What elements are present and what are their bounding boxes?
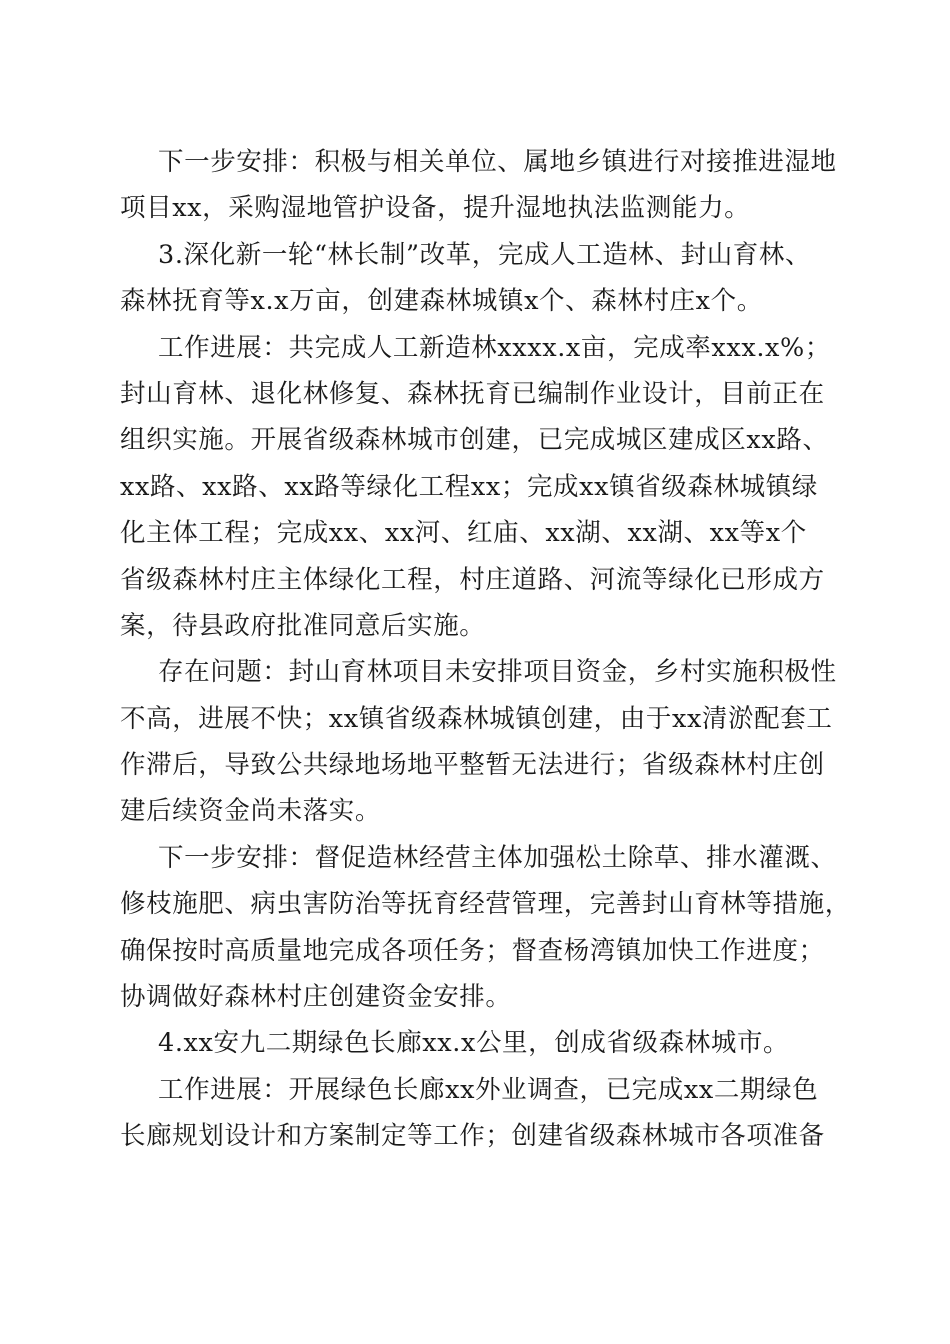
paragraph-item-4-progress <box>120 1067 832 1160</box>
text-line: 建后续资金尚未落实。 <box>120 796 382 827</box>
text-line: 3.深化新一轮“林长制”改革，完成人工造林、封山育林、 <box>158 239 812 270</box>
text-line: 协调做好森林村庄创建资金安排。 <box>120 982 512 1013</box>
text-line: 存在问题：封山育林项目未安排项目资金，乡村实施积极性 <box>158 657 837 688</box>
text-line: 组织实施。开展省级森林城市创建，已完成城区建成区xx路、 <box>120 425 829 456</box>
paragraph-item-3-next-steps <box>120 835 851 1021</box>
paragraph-item-3-heading <box>120 232 832 325</box>
paragraph-item-4-heading <box>120 1020 832 1066</box>
text-line: 化主体工程；完成xx、xx河、红庙、xx湖、xx湖、xx等x个 <box>120 518 807 549</box>
paragraph-item-3-progress <box>120 325 832 650</box>
text-line: 4.xx安九二期绿色长廊xx.x公里，创成省级森林城市。 <box>158 1028 790 1059</box>
paragraph-item-3-problems <box>120 649 837 835</box>
text-line: 下一步安排：督促造林经营主体加强松土除草、排水灌溉、 <box>158 842 837 873</box>
text-line: 封山育林、退化林修复、森林抚育已编制作业设计，目前正在 <box>120 378 825 409</box>
text-line: xx路、xx路、xx路等绿化工程xx；完成xx镇省级森林城镇绿 <box>120 471 818 502</box>
text-line: 工作进展：开展绿色长廊xx外业调查，已完成xx二期绿色 <box>158 1074 819 1105</box>
text-line: 森林抚育等x.x万亩，创建森林城镇x个、森林村庄x个。 <box>120 286 763 317</box>
text-line: 确保按时高质量地完成各项任务；督查杨湾镇加快工作进度； <box>120 935 825 966</box>
text-line: 省级森林村庄主体绿化工程，村庄道路、河流等绿化已形成方 <box>120 564 825 595</box>
text-line: 案，待县政府批准同意后实施。 <box>120 610 486 641</box>
document-body <box>120 139 851 1160</box>
text-line: 项目xx，采购湿地管护设备，提升湿地执法监测能力。 <box>120 193 751 224</box>
text-line: 不高，进展不快；xx镇省级森林城镇创建，由于xx清淤配套工 <box>120 703 833 734</box>
paragraph-next-steps-wetland <box>120 139 837 232</box>
text-line: 作滞后，导致公共绿地场地平整暂无法进行；省级森林村庄创 <box>120 750 825 781</box>
text-line: 工作进展：共完成人工新造林xxxx.x亩，完成率xxx.x%； <box>158 332 831 363</box>
text-line: 长廊规划设计和方案制定等工作；创建省级森林城市各项准备 <box>120 1121 825 1152</box>
text-line: 修枝施肥、病虫害防治等抚育经营管理，完善封山育林等措施， <box>120 889 851 920</box>
text-line: 下一步安排：积极与相关单位、属地乡镇进行对接推进湿地 <box>158 147 837 177</box>
